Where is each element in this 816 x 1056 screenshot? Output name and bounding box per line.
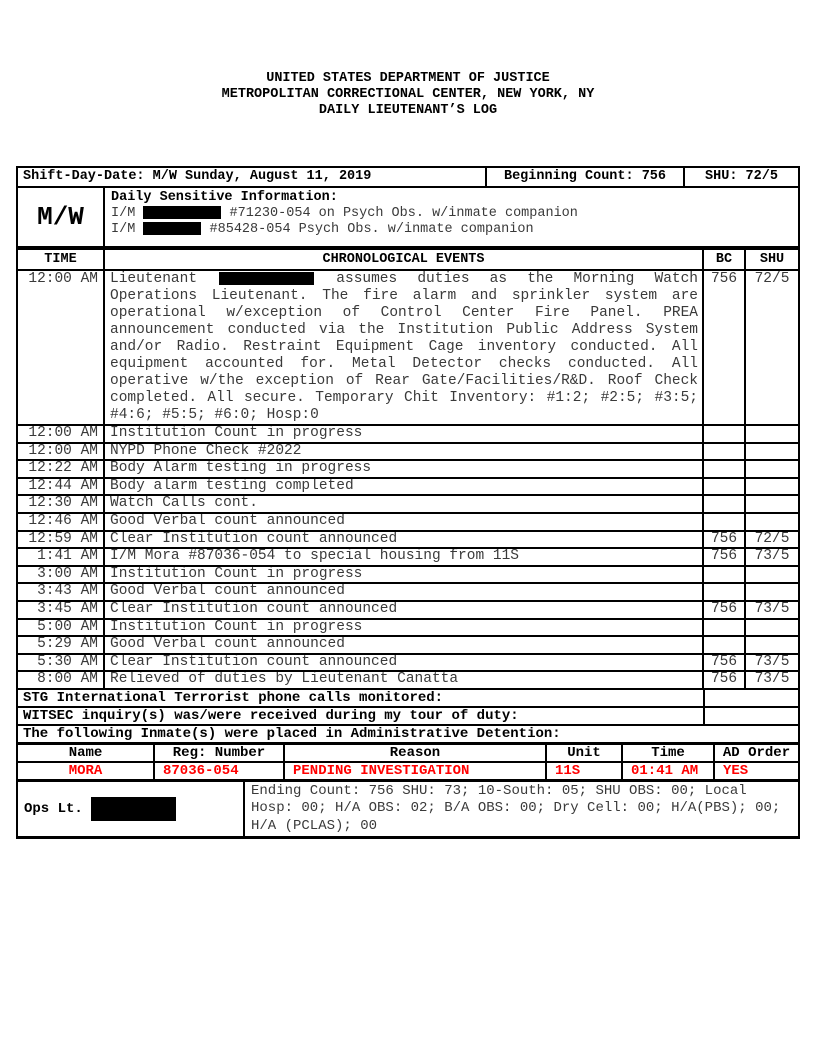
log-shu-cell bbox=[746, 496, 798, 512]
ad-inmate-name: MORA bbox=[18, 763, 155, 779]
sensitive-line-2-text: #85428-054 Psych Obs. w/inmate companion bbox=[209, 222, 534, 238]
log-header-row bbox=[18, 250, 798, 271]
log-time-cell: 12:44 AM bbox=[18, 479, 105, 495]
log-event-cell: Body alarm testing completed bbox=[105, 479, 704, 495]
log-entry-row bbox=[18, 514, 798, 532]
log-event-cell: Good Verbal count announced bbox=[105, 584, 704, 600]
shu-count: SHU: 72/5 bbox=[705, 169, 778, 184]
log-event-cell: Clear Institution count announced bbox=[105, 655, 704, 671]
log-bc-cell bbox=[704, 620, 746, 636]
redaction-box bbox=[219, 272, 314, 285]
document-header bbox=[0, 71, 816, 119]
log-entry-row bbox=[18, 620, 798, 638]
log-event-cell: I/M Mora #87036-054 to special housing from 11S bbox=[105, 549, 704, 565]
log-bc-cell: 756 bbox=[704, 271, 746, 424]
log-bc-cell bbox=[704, 584, 746, 600]
log-time-cell: 12:46 AM bbox=[18, 514, 105, 530]
header-doc-title: DAILY LIEUTENANT’S LOG bbox=[318, 103, 498, 118]
ending-count-summary: Ending Count: 756 SHU: 73; 10-South: 05; SHU OBS: 00; Local Hosp: 00; H/A OBS: 02; B/A OBS: 00; Dry Cell: 00; H/A(PBS); 00; H/A (PCLAS); 00 bbox=[251, 782, 781, 834]
log-time-cell: 12:00 AM bbox=[18, 271, 105, 424]
log-entry-row bbox=[18, 584, 798, 602]
beginning-count: Beginning Count: 756 bbox=[487, 168, 685, 186]
log-bc-cell bbox=[704, 444, 746, 460]
log-shu-cell: 72/5 bbox=[754, 271, 790, 287]
witsec-note-value-cell bbox=[705, 708, 798, 724]
shift-day-date: Shift-Day-Date: M/W Sunday, August 11, 2019 bbox=[18, 168, 487, 186]
log-event-cell: Watch Calls cont. bbox=[105, 496, 704, 512]
log-bc-cell bbox=[704, 479, 746, 495]
log-event-cell: Relieved of duties by Lieutenant Canatta bbox=[105, 672, 704, 688]
log-bc-cell bbox=[704, 514, 746, 530]
log-shu-cell bbox=[746, 479, 798, 495]
admin-detention-data-row bbox=[18, 763, 798, 782]
admin-detention-title-row bbox=[18, 726, 798, 745]
sensitive-info-title: Daily Sensitive Information: bbox=[111, 190, 338, 205]
log-shu-cell bbox=[746, 514, 798, 530]
shift-info-row bbox=[18, 168, 798, 188]
log-shu-cell bbox=[746, 567, 798, 583]
log-entry-row bbox=[18, 532, 798, 550]
log-event-cell: Institution Count in progress bbox=[105, 567, 704, 583]
log-time-cell: 12:59 AM bbox=[18, 532, 105, 548]
log-shu-cell bbox=[746, 461, 798, 477]
header-facility: METROPOLITAN CORRECTIONAL CENTER, NEW YORK, NY bbox=[221, 87, 595, 102]
log-time-cell: 12:22 AM bbox=[18, 461, 105, 477]
log-event-cell: Clear Institution count announced bbox=[105, 532, 704, 548]
log-bc-cell bbox=[704, 426, 746, 442]
stg-note-text: STG International Terrorist phone calls monitored: bbox=[18, 690, 705, 706]
stg-note-value-cell bbox=[705, 690, 798, 706]
log-entry-row bbox=[18, 637, 798, 655]
witsec-note-text: WITSEC inquiry(s) was/were received during my tour of duty: bbox=[18, 708, 705, 724]
log-time-cell: 3:00 AM bbox=[18, 567, 105, 583]
sensitive-line-2 bbox=[111, 222, 792, 238]
log-shu-cell: 73/5 bbox=[754, 601, 790, 617]
time-column-header: TIME bbox=[18, 250, 105, 269]
log-event-cell: Body Alarm testing in progress bbox=[105, 461, 704, 477]
admin-detention-header-row bbox=[18, 745, 798, 763]
ad-inmate-ad-order: YES bbox=[723, 762, 749, 779]
redaction-box bbox=[91, 797, 176, 821]
redaction-box bbox=[143, 222, 201, 235]
log-event-cell: Clear Institution count announced bbox=[105, 602, 704, 618]
log-entry-row bbox=[18, 655, 798, 673]
log-shu-cell: 73/5 bbox=[754, 672, 790, 688]
redaction-box bbox=[143, 206, 221, 219]
log-shu-cell: 73/5 bbox=[754, 654, 790, 670]
log-time-cell: 8:00 AM bbox=[18, 672, 105, 688]
log-bc-cell bbox=[704, 567, 746, 583]
shu-column-header: SHU bbox=[759, 252, 785, 267]
log-shu-cell bbox=[746, 444, 798, 460]
log-shu-cell: 73/5 bbox=[754, 549, 790, 565]
log-entry-row bbox=[18, 271, 798, 426]
ad-header-unit: Unit bbox=[547, 745, 623, 761]
ad-inmate-time: 01:41 AM bbox=[623, 763, 715, 779]
ad-inmate-reason: PENDING INVESTIGATION bbox=[285, 763, 547, 779]
sensitive-line-2-prefix: I/M bbox=[111, 222, 136, 238]
log-bc-cell: 756 bbox=[704, 672, 746, 688]
stg-note-row bbox=[18, 690, 798, 708]
ops-lieutenant-label: Ops Lt. bbox=[24, 800, 83, 817]
log-bc-cell: 756 bbox=[704, 549, 746, 565]
log-event-cell: Good Verbal count announced bbox=[105, 637, 704, 653]
log-entry-row bbox=[18, 479, 798, 497]
log-entry-row bbox=[18, 567, 798, 585]
log-time-cell: 5:30 AM bbox=[18, 655, 105, 671]
ad-header-time: Time bbox=[623, 745, 715, 761]
ad-inmate-unit: 11S bbox=[547, 763, 623, 779]
log-time-cell: 5:29 AM bbox=[18, 637, 105, 653]
ad-header-reg-number: Reg: Number bbox=[155, 745, 285, 761]
ad-header-name: Name bbox=[18, 745, 155, 761]
log-shu-cell bbox=[746, 584, 798, 600]
sensitive-line-1-text: #71230-054 on Psych Obs. w/inmate companion bbox=[229, 206, 578, 222]
witsec-note-row bbox=[18, 708, 798, 726]
log-event-text-prefix: Lieutenant bbox=[110, 271, 198, 287]
ops-lieutenant-row bbox=[18, 782, 798, 836]
log-bc-cell: 756 bbox=[704, 532, 746, 548]
log-bc-cell bbox=[704, 637, 746, 653]
log-time-cell: 3:45 AM bbox=[18, 602, 105, 618]
log-event-cell bbox=[105, 271, 704, 424]
log-table bbox=[16, 166, 800, 839]
log-event-cell: Institution Count in progress bbox=[105, 620, 704, 636]
log-entry-row bbox=[18, 426, 798, 444]
log-entry-row bbox=[18, 672, 798, 690]
log-event-cell: Institution Count in progress bbox=[105, 426, 704, 442]
sensitive-line-1 bbox=[111, 206, 792, 222]
log-bc-cell bbox=[704, 496, 746, 512]
log-shu-cell bbox=[746, 426, 798, 442]
log-event-cell: NYPD Phone Check #2022 bbox=[105, 444, 704, 460]
sensitive-info-cell bbox=[105, 188, 798, 246]
log-shu-cell bbox=[746, 637, 798, 653]
log-time-cell: 1:41 AM bbox=[18, 549, 105, 565]
events-column-header: CHRONOLOGICAL EVENTS bbox=[105, 250, 704, 269]
log-time-cell: 12:30 AM bbox=[18, 496, 105, 512]
log-bc-cell bbox=[704, 461, 746, 477]
log-time-cell: 5:00 AM bbox=[18, 620, 105, 636]
header-agency: UNITED STATES DEPARTMENT OF JUSTICE bbox=[266, 71, 550, 86]
bc-column-header: BC bbox=[704, 250, 746, 269]
log-event-text: assumes duties as the Morning Watch Operations Lieutenant. The fire alarm and sprinkler system are operational w/exception of Control Center Fire Panel. PREA announcement conducted via the Institution Public Address System and/or Radio. Restraint Equipment Cage inventory conducted. All equipment accounted for. Metal Detector checks conducted. All operative w/the exception of Rear Gate/Facilities/R&D. Roof Check completed. All secure. Temporary Chit Inventory: #1:2; #2:5; #3:5; #4:6; #5:5; #6:0; Hosp:0 bbox=[110, 271, 699, 423]
ops-lieutenant-cell bbox=[18, 782, 245, 836]
sensitive-line-1-prefix: I/M bbox=[111, 206, 136, 222]
log-entry-row bbox=[18, 549, 798, 567]
log-bc-cell: 756 bbox=[704, 602, 746, 618]
log-event-cell: Good Verbal count announced bbox=[105, 514, 704, 530]
log-entry-row bbox=[18, 461, 798, 479]
ad-header-reason: Reason bbox=[285, 745, 547, 761]
log-entry-row bbox=[18, 496, 798, 514]
log-entry-row bbox=[18, 444, 798, 462]
log-shu-cell bbox=[746, 620, 798, 636]
log-shu-cell: 72/5 bbox=[754, 531, 790, 547]
log-entry-row bbox=[18, 602, 798, 620]
log-time-cell: 3:43 AM bbox=[18, 584, 105, 600]
ad-header-ad-order: AD Order bbox=[722, 744, 791, 761]
log-bc-cell: 756 bbox=[704, 655, 746, 671]
log-time-cell: 12:00 AM bbox=[18, 426, 105, 442]
log-time-cell: 12:00 AM bbox=[18, 444, 105, 460]
sensitive-info-row bbox=[18, 188, 798, 250]
ad-inmate-reg-number: 87036-054 bbox=[155, 763, 285, 779]
watch-code: M/W bbox=[18, 188, 105, 246]
admin-detention-title: The following Inmate(s) were placed in Administrative Detention: bbox=[23, 725, 561, 742]
